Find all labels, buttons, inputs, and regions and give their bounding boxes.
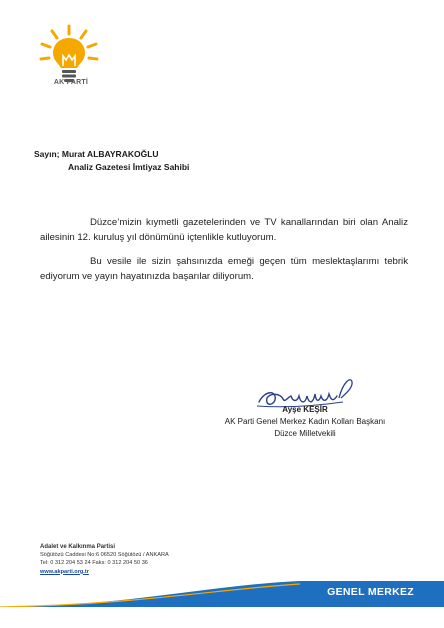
recipient-block	[34, 148, 189, 174]
footer-address: Söğütözü Caddesi No:6 06520 Söğütözü / ANKARA	[40, 552, 169, 559]
recipient-title: Analiz Gazetesi İmtiyaz Sahibi	[68, 162, 190, 172]
party-logo-label: AK PARTİ	[53, 79, 89, 86]
recipient-name: Sayın; Murat ALBAYRAKOĞLU	[34, 149, 159, 159]
body-paragraph-1: Düzce’mizin kıymetli gazetelerinden ve TV kanallarından biri olan Analiz ailesinin 12. kuruluş yıl dönümünü içtenlikle kutluyorum.	[40, 217, 408, 243]
signer-role: Düzce Milletvekili	[274, 429, 336, 438]
banner-label: GENEL MERKEZ	[327, 586, 414, 598]
footer-website-link[interactable]: www.akparti.org.tr	[40, 568, 89, 575]
body-paragraph-2: Bu vesile ile sizin şahsınızda emeği geçen tüm meslektaşlarımı tebrik ediyorum ve yayın hayatınızda başarılar diliyorum.	[40, 256, 408, 282]
signer-name: Ayşe KEŞİR	[282, 405, 328, 414]
letter-body	[40, 216, 408, 294]
signer-position: AK Parti Genel Merkez Kadın Kolları Başkanı	[224, 417, 386, 426]
footer-contact	[40, 543, 169, 576]
footer-org-name: Adalet ve Kalkınma Partisi	[40, 544, 116, 550]
signer-block	[190, 404, 420, 440]
footer-phone: Tel: 0 312 204 53 24 Faks: 0 312 204 50 36	[40, 560, 148, 567]
